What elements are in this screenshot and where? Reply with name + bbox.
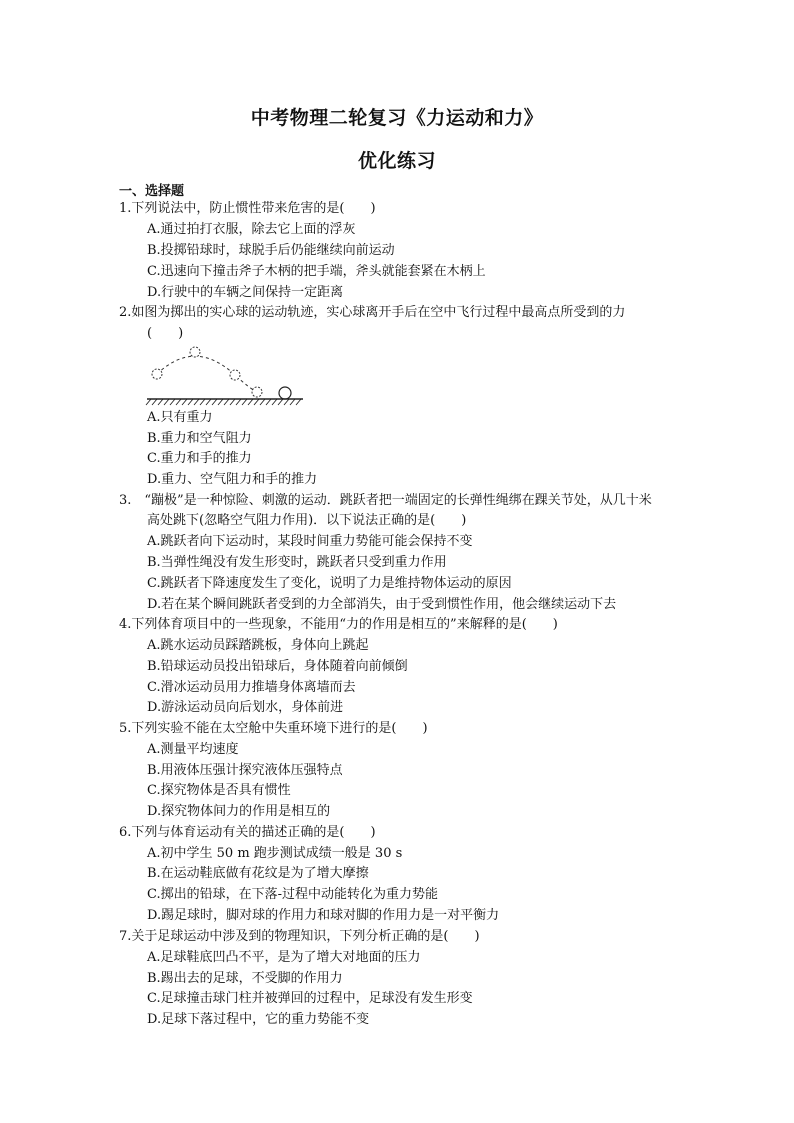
question-4-option-b: B.铅球运动员投出铅球后，身体随着向前倾倒 xyxy=(147,659,408,674)
question-3-option-d: D.若在某个瞬间跳跃者受到的力全部消失，由于受到惯性作用，他会继续运动下去 xyxy=(147,597,617,612)
question-2-option-c: C.重力和手的推力 xyxy=(147,451,252,466)
ball-position-3 xyxy=(230,370,240,380)
question-2-option-d: D.重力、空气阻力和手的推力 xyxy=(147,472,318,487)
question-4-option-a: A.跳水运动员踩踏跳板，身体向上跳起 xyxy=(147,638,369,653)
page-title: 中考物理二轮复习《力运动和力》 xyxy=(250,107,544,129)
question-3-option-a: A.跳跃者向下运动时，某段时间重力势能可能会保持不变 xyxy=(147,534,473,549)
question-4-option-c: C.滑冰运动员用力推墙身体离墙而去 xyxy=(147,680,356,695)
question-1-option-b: B.投掷铅球时，球脱手后仍能继续向前运动 xyxy=(147,243,395,258)
ball-position-4 xyxy=(252,387,262,397)
question-1-option-d: D.行驶中的车辆之间保持一定距离 xyxy=(147,285,344,300)
question-6-option-a: A.初中学生 50 m 跑步测试成绩一般是 30 s xyxy=(147,846,403,861)
question-1-stem: 1.下列说法中，防止惯性带来危害的是( ) xyxy=(119,201,376,216)
question-6-option-b: B.在运动鞋底做有花纹是为了增大摩擦 xyxy=(147,866,369,881)
question-2-stem-cont: ( ) xyxy=(147,326,184,341)
ball-trajectory-figure xyxy=(145,340,305,408)
question-2-option-b: B.重力和空气阻力 xyxy=(147,431,252,446)
question-6-option-c: C.掷出的铅球，在下落-过程中动能转化为重力势能 xyxy=(147,887,439,902)
question-6-option-d: D.踢足球时，脚对球的作用力和球对脚的作用力是一对平衡力 xyxy=(147,908,500,923)
question-4-option-d: D.游泳运动员向后划水，身体前进 xyxy=(147,700,344,715)
question-1-option-c: C.迅速向下撞击斧子木柄的把手端，斧头就能套紧在木柄上 xyxy=(147,264,486,279)
question-7-option-d: D.足球下落过程中，它的重力势能不变 xyxy=(147,1012,370,1027)
question-5-option-c: C.探究物体是否具有惯性 xyxy=(147,783,291,798)
question-2-stem: 2.如图为掷出的实心球的运动轨迹，实心球离开手后在空中飞行过程中最高点所受到的力 xyxy=(119,305,626,320)
question-3-option-b: B.当弹性绳没有发生形变时，跳跃者只受到重力作用 xyxy=(147,555,447,570)
question-7-option-c: C.足球撞击球门柱并被弹回的过程中，足球没有发生形变 xyxy=(147,991,473,1006)
question-3-stem-cont: 高处跳下(忽略空气阻力作用)．以下说法正确的是( ) xyxy=(147,513,467,528)
ball-at-rest xyxy=(279,387,291,399)
question-7-stem: 7.关于足球运动中涉及到的物理知识，下列分析正确的是( ) xyxy=(119,929,480,944)
question-3-option-c: C.跳跃者下降速度发生了变化，说明了力是维持物体运动的原因 xyxy=(147,576,512,591)
ball-position-1 xyxy=(152,369,162,379)
question-1-option-a: A.通过拍打衣服，除去它上面的浮灰 xyxy=(147,222,356,237)
question-5-stem: 5.下列实验不能在太空舱中失重环境下进行的是( ) xyxy=(119,721,428,736)
page-subtitle: 优化练习 xyxy=(357,150,436,172)
trajectory-path xyxy=(157,356,257,392)
question-7-option-a: A.足球鞋底凹凸不平，是为了增大对地面的压力 xyxy=(147,950,421,965)
section-heading: 一、选择题 xyxy=(119,184,185,199)
question-6-stem: 6.下列与体育运动有关的描述正确的是( ) xyxy=(119,825,376,840)
question-4-stem: 4.下列体育项目中的一些现象，不能用“力的作用是相互的”来解释的是( ) xyxy=(119,617,558,632)
ground-hatching xyxy=(146,399,301,405)
question-7-option-b: B.踢出去的足球，不受脚的作用力 xyxy=(147,971,343,986)
question-3-stem: 3. “蹦极”是一种惊险、刺激的运动．跳跃者把一端固定的长弹性绳绑在踝关节处，从几十米 xyxy=(119,493,652,508)
question-5-option-a: A.测量平均速度 xyxy=(147,742,239,757)
question-2-option-a: A.只有重力 xyxy=(147,410,213,425)
ball-position-2 xyxy=(190,347,200,357)
question-5-option-b: B.用液体压强计探究液体压强特点 xyxy=(147,763,343,778)
question-5-option-d: D.探究物体间力的作用是相互的 xyxy=(147,804,331,819)
